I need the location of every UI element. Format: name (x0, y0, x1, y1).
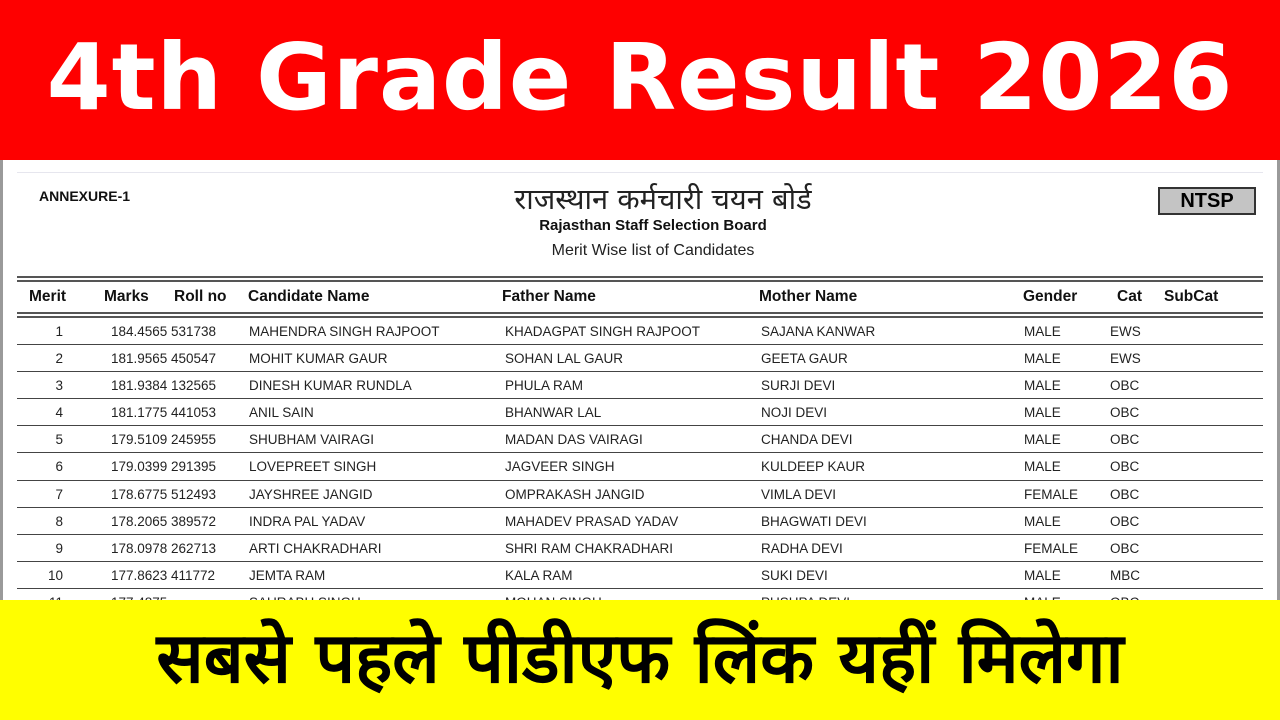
cell-merit: 2 (55, 351, 63, 367)
cell-roll: 389572 (171, 513, 217, 529)
cell-roll: 512493 (171, 486, 217, 502)
cell-cat: OBC (1110, 513, 1140, 529)
cell-candidate-name: LOVEPREET SINGH (249, 459, 377, 475)
cell-gender: MALE (1024, 405, 1061, 421)
cell-gender: MALE (1024, 378, 1061, 394)
table-row (17, 426, 1263, 453)
banner-title: 4th Grade Result 2026 (46, 24, 1234, 131)
col-header-roll: Roll no (174, 288, 227, 305)
annexure-label: ANNEXURE-1 (39, 188, 131, 204)
cell-merit: 8 (55, 513, 63, 529)
cell-mother-name: CHANDA DEVI (761, 432, 853, 448)
cell-cat: OBC (1110, 540, 1140, 556)
col-header-merit: Merit (29, 288, 67, 305)
cell-mother-name: VIMLA DEVI (761, 486, 837, 502)
col-header-marks: Marks (104, 288, 149, 305)
cell-mother-name: BHAGWATI DEVI (761, 513, 867, 529)
cell-merit: 7 (55, 486, 63, 502)
cell-father-name: SHRI RAM CHAKRADHARI (505, 540, 674, 556)
cell-roll: 291395 (171, 459, 217, 475)
document-header (443, 182, 863, 262)
cell-gender: MALE (1024, 432, 1061, 448)
cell-candidate-name: JAYSHREE JANGID (249, 486, 373, 502)
cell-mother-name: GEETA GAUR (761, 351, 848, 367)
table-row (17, 562, 1263, 589)
cell-mother-name: SUKI DEVI (761, 567, 828, 583)
cell-marks: 177.8623 (111, 567, 168, 583)
cell-merit: 5 (55, 432, 63, 448)
cell-merit: 3 (55, 378, 63, 394)
cell-candidate-name: INDRA PAL YADAV (249, 513, 366, 529)
cell-roll: 132565 (171, 378, 217, 394)
cell-cat: MBC (1110, 567, 1140, 583)
cell-mother-name: KULDEEP KAUR (761, 459, 866, 475)
cell-mother-name: SURJI DEVI (761, 378, 836, 394)
cell-marks: 178.0978 (111, 540, 168, 556)
cell-roll: 441053 (171, 405, 217, 421)
cell-merit: 6 (55, 459, 63, 475)
cell-father-name: BHANWAR LAL (505, 405, 602, 421)
cell-marks: 181.1775 (111, 405, 168, 421)
divider (17, 312, 1263, 314)
cell-father-name: MAHADEV PRASAD YADAV (505, 513, 679, 529)
cell-merit: 4 (55, 405, 63, 421)
table-row (17, 318, 1263, 345)
divider (17, 280, 1263, 282)
table-row (17, 481, 1263, 508)
cell-cat: OBC (1110, 378, 1140, 394)
cell-mother-name: SAJANA KANWAR (761, 324, 876, 339)
col-header-cat: Cat (1117, 288, 1142, 305)
cell-marks: 181.9565 (111, 351, 168, 367)
cell-merit: 1 (55, 324, 63, 339)
cell-gender: MALE (1024, 324, 1061, 339)
cell-marks: 181.9384 (111, 378, 168, 394)
candidate-table-body (17, 318, 1263, 616)
cell-marks: 179.5109 (111, 432, 168, 448)
cell-father-name: SOHAN LAL GAUR (505, 351, 624, 367)
list-subtitle: Merit Wise list of Candidates (551, 242, 755, 259)
cell-father-name: KALA RAM (505, 567, 573, 583)
col-header-father-name: Father Name (502, 288, 596, 305)
merit-list-document (0, 160, 1280, 600)
cell-father-name: KHADAGPAT SINGH RAJPOOT (505, 324, 701, 339)
col-header-subcat: SubCat (1164, 288, 1219, 305)
cell-candidate-name: ANIL SAIN (249, 405, 314, 421)
cell-marks: 178.6775 (111, 486, 168, 502)
cell-gender: FEMALE (1024, 486, 1079, 502)
cell-father-name: OMPRAKASH JANGID (505, 486, 645, 502)
cell-merit: 10 (47, 567, 63, 583)
cell-candidate-name: MOHIT KUMAR GAUR (249, 351, 388, 367)
table-row (17, 372, 1263, 399)
cell-gender: MALE (1024, 513, 1061, 529)
cell-cat: OBC (1110, 459, 1140, 475)
cell-father-name: MADAN DAS VAIRAGI (505, 432, 643, 448)
cell-candidate-name: DINESH KUMAR RUNDLA (249, 378, 412, 394)
cell-marks: 184.4565 (111, 324, 168, 339)
cell-father-name: JAGVEER SINGH (505, 459, 615, 475)
cell-gender: MALE (1024, 567, 1061, 583)
cell-roll: 411772 (171, 567, 216, 583)
cell-roll: 262713 (171, 540, 217, 556)
table-row (17, 508, 1263, 535)
cell-candidate-name: JEMTA RAM (249, 567, 326, 583)
col-header-gender: Gender (1023, 288, 1078, 305)
banner-cta-text: सबसे पहले पीडीएफ लिंक यहीं मिलेगा (156, 617, 1124, 699)
ntsp-badge: NTSP (1158, 187, 1256, 215)
divider (17, 172, 1263, 173)
col-header-candidate-name: Candidate Name (248, 288, 370, 305)
cell-cat: OBC (1110, 405, 1140, 421)
cell-candidate-name: ARTI CHAKRADHARI (249, 540, 382, 556)
org-name-hindi: राजस्थान कर्मचारी चयन बोर्ड (514, 182, 812, 216)
cell-cat: OBC (1110, 486, 1140, 502)
table-header (17, 284, 1263, 310)
cell-marks: 178.2065 (111, 513, 168, 529)
cell-candidate-name: MAHENDRA SINGH RAJPOOT (249, 324, 440, 339)
org-name-english: Rajasthan Staff Selection Board (539, 217, 767, 234)
divider (17, 276, 1263, 278)
top-title-banner (0, 0, 1280, 160)
cell-father-name: PHULA RAM (505, 378, 584, 394)
cell-cat: OBC (1110, 432, 1140, 448)
cell-mother-name: NOJI DEVI (761, 405, 828, 421)
cell-merit: 9 (55, 540, 63, 556)
cell-gender: MALE (1024, 351, 1061, 367)
table-row (17, 535, 1263, 562)
col-header-mother-name: Mother Name (759, 288, 858, 305)
cell-gender: MALE (1024, 459, 1061, 475)
cell-cat: EWS (1110, 324, 1141, 339)
cell-mother-name: RADHA DEVI (761, 540, 843, 556)
cell-roll: 245955 (171, 432, 217, 448)
table-row (17, 345, 1263, 372)
cell-cat: EWS (1110, 351, 1141, 367)
cell-candidate-name: SHUBHAM VAIRAGI (249, 432, 375, 448)
table-row (17, 399, 1263, 426)
cell-gender: FEMALE (1024, 540, 1079, 556)
bottom-cta-banner (0, 600, 1280, 720)
table-row (17, 453, 1263, 480)
cell-roll: 531738 (171, 324, 217, 339)
cell-marks: 179.0399 (111, 459, 168, 475)
cell-roll: 450547 (171, 351, 217, 367)
